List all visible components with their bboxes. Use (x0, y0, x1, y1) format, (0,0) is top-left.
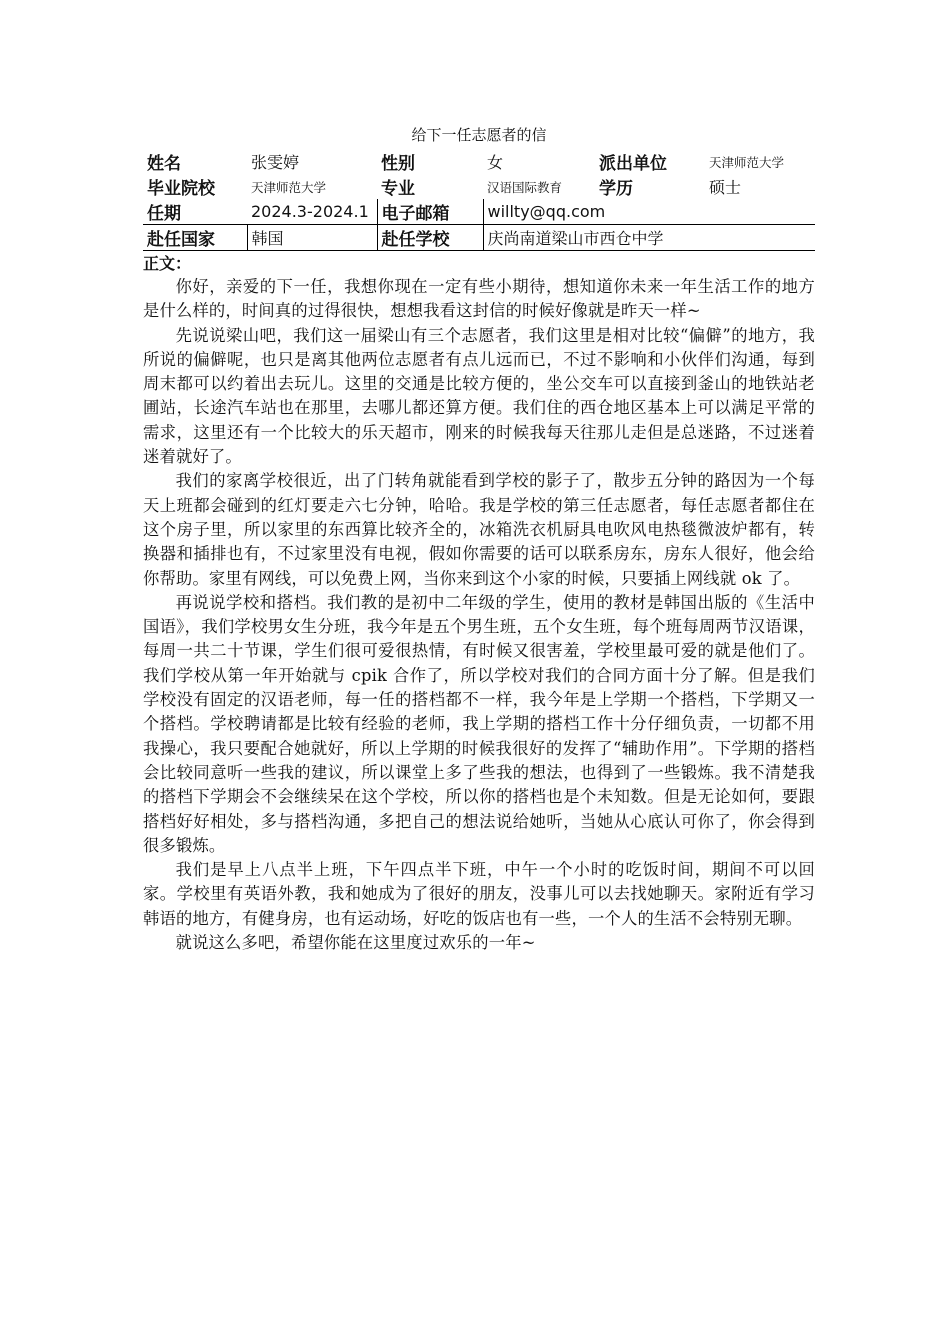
paragraph: 就说这么多吧，希望你能在这里度过欢乐的一年~ (175, 933, 536, 953)
unit-value: 天津师范大学 (709, 154, 785, 170)
major-label: 专业 (381, 179, 415, 199)
paragraph: 我们的家离学校很近，出了门转角就能看到学校的影子了，散步五分钟的路因为一个每天上班都会碰到的红灯要走六七分钟，哈哈。我是学校的第三任志愿者，每任志愿者都住在这个房子里，所以家里的东西算比较齐全的，冰箱洗衣机厨具电吹风电热毯微波炉都有，转换器和插排也有，不过家里没有电视，假如你需要的话可以联系房东，房东人很好，他会给你帮助。家里有网线，可以免费上网，当你来到这个小家的时候，只要插上网线就 ok 了。 (143, 471, 815, 588)
degree-value: 硕士 (709, 178, 742, 197)
gender-value: 女 (487, 153, 504, 172)
document (143, 124, 815, 955)
major-value: 汉语国际教育 (487, 179, 563, 195)
country-label: 赴任国家 (143, 225, 247, 251)
name-label: 姓名 (147, 154, 181, 174)
email-label: 电子邮箱 (377, 199, 483, 225)
gender-label: 性别 (381, 154, 415, 174)
body-label: 正文： (143, 254, 192, 273)
info-row (143, 174, 815, 199)
term-label: 任期 (143, 199, 247, 225)
email-value: willty@qq.com (483, 199, 815, 225)
name-value: 张雯婷 (251, 153, 300, 172)
paragraph: 再说说学校和搭档。我们教的是初中二年级的学生，使用的教材是韩国出版的《生活中国语》，我们学校男女生分班，我今年是五个男生班，五个女生班，每个班每周两节汉语课，每周一共二十节课，学生们很可爱很热情，有时候又很害羞，学校里最可爱的就是他们了。我们学校从第一年开始就与 cpik 合作了，所以学校对我们的合同方面十分了解。但是我们学校没有固定的汉语老师，每一任的搭档都不一样，我今年是上学期一个搭档，下学期又一个搭档。学校聘请都是比较有经验的老师，我上学期的搭档工作十分仔细负责，一切都不用我操心，我只要配合她就好，所以上学期的时候我很好的发挥了“辅助作用”。下学期的搭档会比较同意听一些我的建议，所以课堂上多了些我的想法，也得到了一些锻炼。我不清楚我的搭档下学期会不会继续呆在这个学校，所以你的搭档也是个未知数。但是无论如何，要跟搭档好好相处，多与搭档沟通，多把自己的想法说给她听，当她从心底认可你了，你会得到很多锻炼。 (143, 592, 815, 855)
info-row (143, 199, 815, 225)
paragraph: 我们是早上八点半上班，下午四点半下班，中午一个小时的吃饭时间，期间不可以回家。学校里有英语外教，我和她成为了很好的朋友，没事儿可以去找她聊天。家附近有学习韩语的地方，有健身房，也有运动场，好吃的饭店也有一些，一个人的生活不会特别无聊。 (143, 860, 815, 928)
letter-title: 给下一任志愿者的信 (411, 126, 547, 144)
term-value: 2024.3-2024.1 (247, 199, 377, 225)
info-row (143, 225, 815, 251)
post-school-label: 赴任学校 (377, 225, 483, 251)
school-label: 毕业院校 (147, 179, 215, 199)
unit-label: 派出单位 (599, 154, 667, 174)
school-value: 天津师范大学 (251, 179, 327, 195)
post-school-value: 庆尚南道梁山市西仓中学 (483, 225, 815, 251)
volunteer-info-table (143, 149, 815, 251)
country-value: 韩国 (247, 225, 377, 251)
letter-body (143, 275, 815, 955)
info-row (143, 149, 815, 174)
paragraph: 先说说梁山吧，我们这一届梁山有三个志愿者，我们这里是相对比较“偏僻”的地方，我所说的偏僻呢，也只是离其他两位志愿者有点儿远而已，不过不影响和小伙伴们沟通，每到周末都可以约着出去玩儿。这里的交通是比较方便的，坐公交车可以直接到釜山的地铁站老圃站，长途汽车站也在那里，去哪儿都还算方便。我们住的西仓地区基本上可以满足平常的需求，这里还有一个比较大的乐天超市，刚来的时候我每天往那儿走但是总迷路，不过迷着迷着就好了。 (143, 325, 815, 467)
paragraph: 你好，亲爱的下一任，我想你现在一定有些小期待，想知道你未来一年生活工作的地方是什么样的，时间真的过得很快，想想我看这封信的时候好像就是昨天一样~ (143, 277, 815, 321)
degree-label: 学历 (599, 179, 633, 199)
